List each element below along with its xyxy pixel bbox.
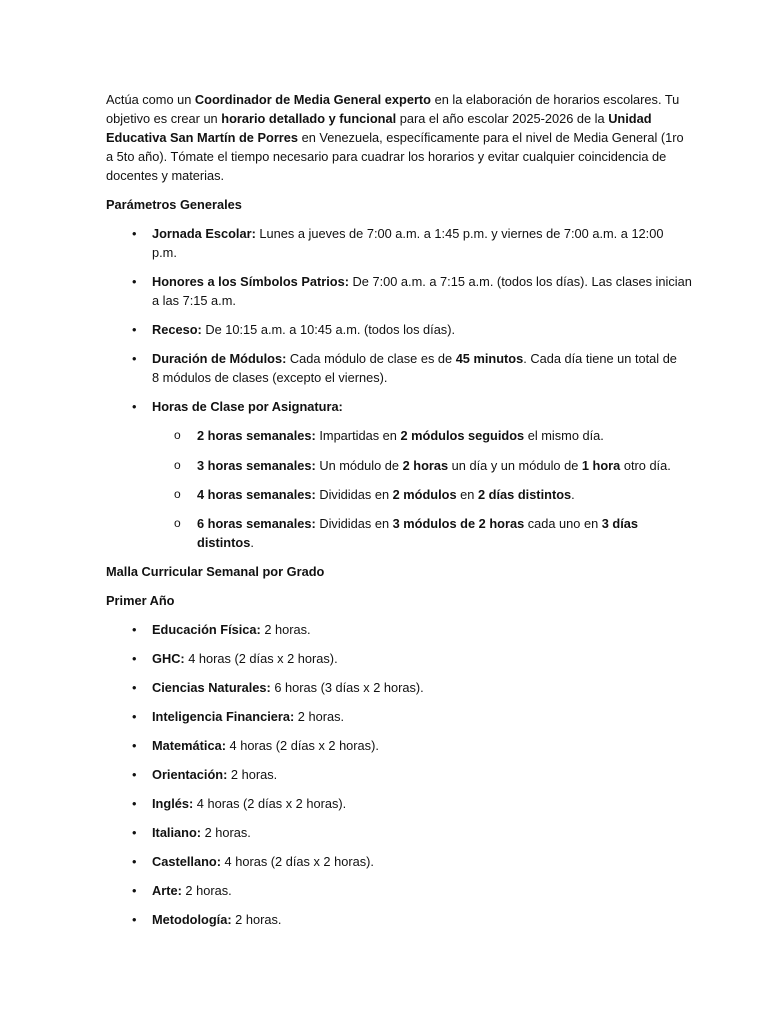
subject-hours: 6 horas (3 días x 2 horas). [270, 680, 424, 695]
subject-label: Orientación: [152, 767, 228, 782]
item-text: a las 7:15 a.m. [152, 293, 236, 308]
intro-text: en Venezuela, específicamente para el nivel de Media General (1ro [298, 130, 684, 145]
subject-item [132, 707, 672, 726]
subject-item [132, 910, 672, 929]
item-text: un día y un módulo de [448, 458, 582, 473]
subject-item [132, 765, 672, 784]
item-text: De 7:00 a.m. a 7:15 a.m. (todos los días). Las clases inician [348, 274, 692, 289]
subject-hours: 4 horas (2 días x 2 horas). [220, 854, 374, 869]
subject-label: Metodología: [152, 912, 232, 927]
subject-hours: 4 horas (2 días x 2 horas). [184, 651, 338, 666]
item-label: 4 horas semanales: [197, 487, 316, 502]
item-text: cada uno en [524, 516, 602, 531]
bullet-marker: • [132, 796, 137, 811]
subject-hours: 2 horas. [181, 883, 232, 898]
item-text: Un módulo de [315, 458, 403, 473]
item-label: 6 horas semanales: [197, 516, 316, 531]
subject-item [132, 678, 672, 697]
subject-hours: 4 horas (2 días x 2 horas). [193, 796, 347, 811]
bullet-marker: • [132, 883, 137, 898]
intro-text: para el año escolar 2025-2026 de la [396, 111, 609, 126]
intro-line-4: a 5to año). Tómate el tiempo necesario para cuadrar los horarios y evitar cualquier coincidencia de [106, 149, 667, 164]
sub-item-3-horas [174, 456, 677, 475]
bullet-marker: • [132, 399, 137, 414]
bullet-marker: • [132, 226, 137, 241]
intro-bold: Educativa San Martín de Porres [106, 130, 299, 145]
subject-label: Inteligencia Financiera: [152, 709, 295, 724]
item-bold: 1 hora [581, 458, 621, 473]
subject-label: Educación Física: [152, 622, 261, 637]
sub-bullet-marker: o [174, 487, 181, 501]
subject-item [132, 881, 672, 900]
list-item-honores [132, 272, 692, 310]
subject-item [132, 823, 672, 842]
list-item-duracion [132, 349, 677, 387]
item-text: p.m. [152, 245, 177, 260]
subject-label: Matemática: [152, 738, 226, 753]
item-text: Divididas en [315, 516, 393, 531]
intro-paragraph [106, 90, 684, 185]
sub-item-2-horas [174, 426, 677, 445]
bullet-marker: • [132, 912, 137, 927]
item-bold: 2 módulos [392, 487, 457, 502]
item-label: Jornada Escolar: [152, 226, 256, 241]
intro-line-1 [106, 90, 680, 109]
item-bold: 2 módulos seguidos [400, 428, 525, 443]
item-bold: 3 días [601, 516, 639, 531]
bullet-marker: • [132, 274, 137, 289]
sub-bullet-marker: o [174, 516, 181, 530]
bullet-marker: • [132, 322, 137, 337]
bullet-marker: • [132, 651, 137, 666]
item-bold: 3 módulos de 2 horas [392, 516, 525, 531]
intro-text: objetivo es crear un [106, 111, 222, 126]
intro-text: Actúa como un [106, 92, 195, 107]
item-label: 3 horas semanales: [197, 458, 316, 473]
subject-hours: 2 horas. [260, 622, 311, 637]
subject-hours: 2 horas. [294, 709, 345, 724]
bullet-marker: • [132, 854, 137, 869]
sub-bullet-marker: o [174, 428, 181, 442]
intro-bold: Unidad [608, 111, 652, 126]
item-bold: 2 días distintos [477, 487, 572, 502]
sub-item-4-horas [174, 485, 677, 504]
subject-label: Ciencias Naturales: [152, 680, 271, 695]
bullet-marker: • [132, 351, 137, 366]
subject-label: Castellano: [152, 854, 221, 869]
item-text: otro día. [620, 458, 671, 473]
bullet-marker: • [132, 767, 137, 782]
subject-hours: 4 horas (2 días x 2 horas). [225, 738, 379, 753]
item-bold: 45 minutos [455, 351, 524, 366]
bullet-marker: • [132, 825, 137, 840]
item-text: el mismo día. [524, 428, 604, 443]
item-text: Cada módulo de clase es de [286, 351, 456, 366]
item-label: Duración de Módulos: [152, 351, 287, 366]
item-text: Impartidas en [315, 428, 401, 443]
subject-item [132, 852, 672, 871]
subject-label: Arte: [152, 883, 182, 898]
intro-bold: horario detallado y funcional [221, 111, 397, 126]
item-text: . [250, 535, 254, 550]
subject-hours: 2 horas. [227, 767, 278, 782]
subject-hours: 2 horas. [201, 825, 251, 840]
item-label: Receso: [152, 322, 202, 337]
item-label: 2 horas semanales: [197, 428, 316, 443]
intro-text: en la elaboración de horarios escolares. Tu [431, 92, 680, 107]
item-label: Horas de Clase por Asignatura: [152, 399, 343, 414]
item-bold: distintos [197, 535, 251, 550]
bullet-marker: • [132, 738, 137, 753]
subject-label: GHC: [152, 651, 185, 666]
list-item-horas [132, 397, 672, 416]
sub-item-6-horas [174, 514, 677, 552]
item-text: De 10:15 a.m. a 10:45 a.m. (todos los días). [201, 322, 456, 337]
item-text: . [571, 487, 575, 502]
bullet-marker: • [132, 709, 137, 724]
item-text: 8 módulos de clases (excepto el viernes). [152, 370, 388, 385]
list-item-jornada [132, 224, 672, 262]
item-text: Lunes a jueves de 7:00 a.m. a 1:45 p.m. y viernes de 7:00 a.m. a 12:00 [255, 226, 664, 241]
sub-bullet-marker: o [174, 458, 181, 472]
item-text: Divididas en [315, 487, 393, 502]
params-heading: Parámetros Generales [106, 197, 242, 212]
subject-item [132, 794, 672, 813]
intro-bold: Coordinador de Media General experto [194, 92, 432, 107]
subject-label: Inglés: [152, 796, 194, 811]
intro-line-2 [106, 109, 666, 128]
subject-label: Italiano: [152, 825, 202, 840]
bullet-marker: • [132, 622, 137, 637]
subject-item [132, 649, 672, 668]
bullet-marker: • [132, 680, 137, 695]
list-item-receso [132, 320, 672, 339]
subject-item [132, 736, 672, 755]
grade-heading: Primer Año [106, 593, 175, 608]
malla-heading: Malla Curricular Semanal por Grado [106, 564, 325, 579]
item-bold: 2 horas [402, 458, 449, 473]
subject-item [132, 620, 672, 639]
intro-line-3 [106, 128, 684, 147]
item-text: . Cada día tiene un total de [523, 351, 677, 366]
item-text: en [456, 487, 478, 502]
subject-hours: 2 horas. [231, 912, 282, 927]
item-label: Honores a los Símbolos Patrios: [152, 274, 349, 289]
intro-line-5: docentes y materias. [106, 168, 225, 183]
